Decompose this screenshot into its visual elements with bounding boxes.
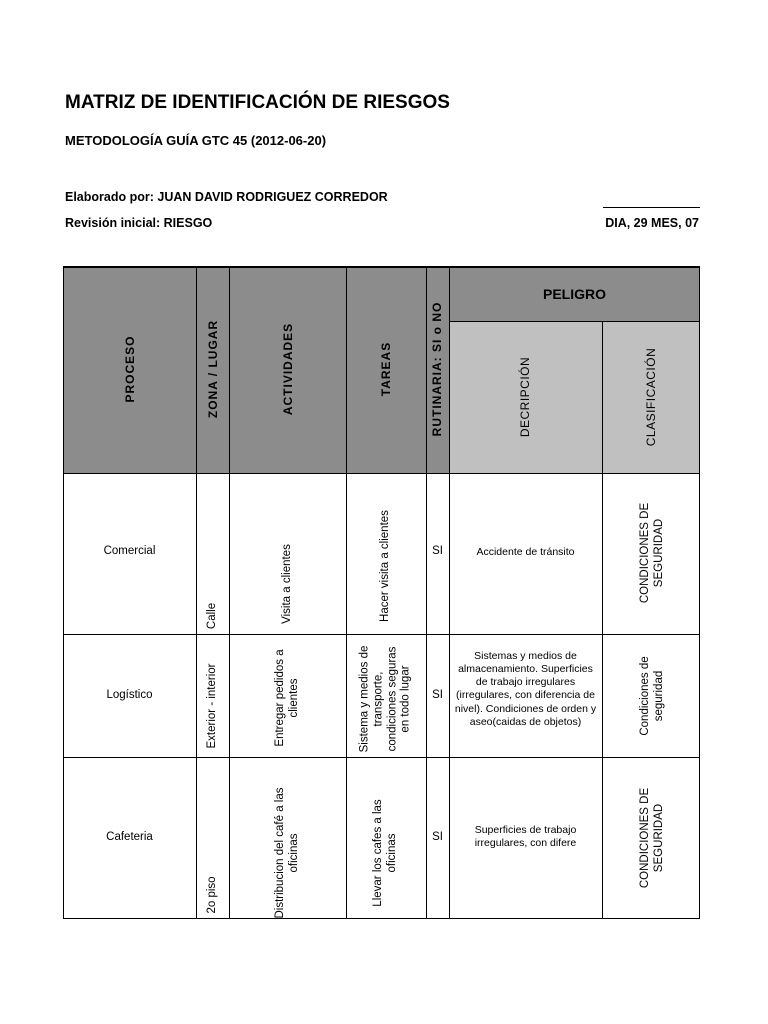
header-peligro: PELIGRO [542,285,606,302]
document-title: MATRIZ DE IDENTIFICACIÓN DE RIESGOS [65,92,450,113]
grid-line [63,634,700,635]
row2-tareas: Sistema y medios de transporte, condiciones seguras en todo lugar [358,645,412,753]
row3-descripcion: Superficies de trabajo irregulares, con difere [474,824,577,850]
header-actividades: ACTIVIDADES [280,322,295,416]
header-proceso: PROCESO [122,335,137,403]
grid-line [346,266,347,919]
header-rutinaria: RUTINARIA: SI o NO [429,301,444,437]
date-underline [603,207,700,208]
row1-zona: Calle [206,602,219,630]
row2-descripcion: Sistemas y medios de almacenamiento. Superficies de trabajo irregulares (irregulares, con diferencia de nivel). Condiciones de orden y aseo(caidas de objetos) [454,650,597,728]
header-zona-lugar: ZONA / LUGAR [205,319,220,419]
header-clasificacion: CLASIFICACIÓN [643,347,658,447]
revision-inicial: Revisión inicial: RIESGO [65,216,213,230]
grid-line [449,321,700,322]
row2-proceso: Logístico [106,689,153,701]
row3-rutinaria: SI [432,831,443,843]
document-subtitle: METODOLOGÍA GUÍA GTC 45 (2012-06-20) [65,133,327,148]
elaborado-por: Elaborado por: JUAN DAVID RODRIGUEZ CORREDOR [65,190,388,204]
row1-rutinaria: SI [432,545,443,557]
row3-actividades: Distribucion del café a las oficinas [274,787,300,919]
row1-descripcion: Accidente de tránsito [476,546,575,558]
grid-line [602,321,603,919]
row3-zona: 2o piso [206,876,219,914]
grid-line [63,757,700,758]
row2-clasificacion: Condiciones de seguridad [639,656,665,736]
row3-tareas: Llevar los cafes a las oficinas [372,799,398,907]
peligro-subheader-background [449,321,700,473]
row1-tareas: Hacer visita a clientes [379,510,392,622]
row1-actividades: Visita a clientes [281,544,294,624]
row3-clasificacion: CONDICIONES DE SEGURIDAD [639,787,665,889]
row1-clasificacion: CONDICIONES DE SEGURIDAD [639,502,665,604]
header-tareas: TAREAS [378,341,393,397]
fecha: DIA, 29 MES, 07 [605,216,699,230]
row2-actividades: Entregar pedidos a clientes [274,649,300,747]
grid-line [196,266,197,919]
grid-line [63,473,700,474]
row1-proceso: Comercial [103,545,156,557]
row3-proceso: Cafeteria [106,831,153,843]
grid-line [426,266,427,919]
risk-matrix-table [63,266,700,919]
grid-line [449,266,450,919]
row2-zona: Exterior - interior [206,663,219,749]
header-descripcion: DECRIPCIÓN [517,356,532,438]
row2-rutinaria: SI [432,689,443,701]
grid-line [229,266,230,919]
